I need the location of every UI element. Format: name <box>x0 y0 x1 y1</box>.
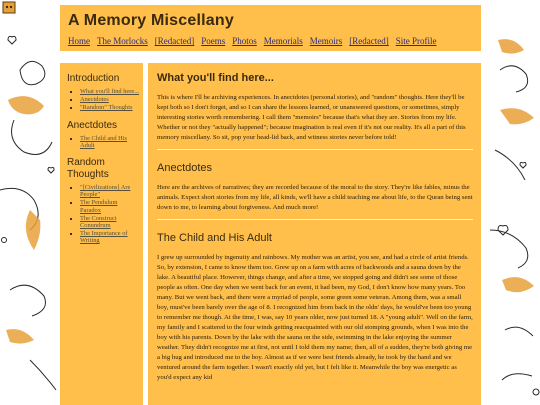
site-title: A Memory Miscellany <box>68 12 234 29</box>
sidebar-heading-anectdotes: Anectdotes <box>67 119 118 131</box>
sidebar <box>60 63 143 405</box>
list-item <box>80 135 139 149</box>
intro-section-title: What you'll find here... <box>157 72 274 84</box>
list-item <box>80 96 139 103</box>
story-section-title: The Child and His Adult <box>157 232 272 244</box>
nav-poems-link[interactable]: Poems <box>201 36 226 46</box>
main-nav <box>68 36 473 47</box>
sidebar-link-civilizations[interactable]: "[Civilizations] Are People" <box>80 184 131 199</box>
nav-redacted-link-2[interactable]: [Redacted] <box>349 36 389 46</box>
site-badge-icon <box>2 1 16 14</box>
intro-paragraph: This is where I'll be archiving experiences. In anectdotes (personal stories), and "random" thoughts. Here they'll be kept both so I don't forget, and so I can share the lessons learned, or unanswered questions, or sometimes, simply interesting stories worth remembering. I call them "memoirs" because that's what they are. Stories from my life. Whether or not they "actually happened"; because imagination is real even if it's not our reality. It's all a part of this memory miscellany. So sit, pop your head-lid back, and witness stories never before told! <box>157 94 466 141</box>
nav-morlocks-link[interactable]: The Morlocks <box>97 36 148 46</box>
sidebar-heading-introduction: Introduction <box>67 73 120 84</box>
list-item <box>80 230 139 244</box>
sidebar-link-child-and-adult[interactable]: The Child and His Adult <box>80 134 128 149</box>
anecdotes-paragraph: Here are the archives of narratives; they are recorded because of the moral to the story. They're like fables, minus the animals. Expect short stories from my life, all kinds, we'll have a child teaching me about life, to the Quran being sent down to me, to learning about forgiveness. And much more! <box>157 184 473 211</box>
nav-memoirs-link[interactable]: Memoirs <box>309 36 343 46</box>
sidebar-link-what-youll-find[interactable]: What you'll find here... <box>80 88 140 95</box>
site-container <box>60 5 481 405</box>
site-header <box>60 5 481 51</box>
nav-photos-link[interactable]: Photos <box>232 36 257 46</box>
sidebar-list-introduction <box>67 88 139 112</box>
sidebar-list-anectdotes <box>67 135 139 149</box>
section-divider <box>157 219 473 220</box>
nav-memorials-link[interactable]: Memorials <box>263 36 303 46</box>
list-item <box>80 88 139 95</box>
sidebar-heading-random-thoughts: Random Thoughts <box>67 157 109 181</box>
section-divider <box>157 149 473 150</box>
nav-redacted-link-1[interactable]: [Redacted] <box>154 36 195 46</box>
sidebar-link-construct-conundrum[interactable]: The Construct Conundrum <box>80 214 117 230</box>
sidebar-link-pendulum-paradox[interactable]: The Pendulum Paradox <box>80 199 118 214</box>
sidebar-link-random-thoughts[interactable]: "Random" Thoughts <box>80 104 133 112</box>
list-item <box>80 184 139 198</box>
list-item <box>80 199 139 213</box>
sidebar-list-random-thoughts <box>67 184 139 245</box>
nav-home-link[interactable]: Home <box>68 36 90 46</box>
nav-site-profile-link[interactable]: Site Profile <box>395 36 437 46</box>
anecdotes-section-title: Anectdotes <box>157 162 213 174</box>
sidebar-link-importance-of-writing[interactable]: The Importance of Writing <box>80 230 128 245</box>
main-content <box>148 63 481 405</box>
story-paragraph: I grew up surrounded by ingenuity and rainbows. My mother was an artist, you see, and had a circle of artist friends. So, by extension, I came to know them too. Grew up on a farm with acres of backwoods and a sauna down by the lake. A beautiful place. However, things change, and after a time, we stopped going and didn't see some of those people as often. One day when we went back for an event, it had been, my God, I don't know how many years. Too many. But we went back, and there were a myriad of people, some green some veteran. Among them, was a small boy, must've been barely over the age of 8. I recognized him from back in the oldn' days, he would've been too young to remember me though. At the time, I was, say 10 years older, now just turned 18. A "young adult". Well on the farm, my family and I scattered to the four winds getting reacquainted with our old stomping grounds, when I was into the boy with his parents. Down by the lake with the sauna on the side, swimming in the lake enjoying the summer weather. They didn't recognize me at first, not until I told them my name; then, all of a sudden, they're both giving me a big hug and introduced me to the boy. Almost as if we were best friends already, he took by the hand and we ventured around the farm together. I wasn't exactly old yet, but I felt like it. Meanwhile the boy was energetic as you'd expect any kid <box>157 254 473 381</box>
list-item <box>80 215 139 229</box>
sidebar-link-anectdotes[interactable]: Anectdotes <box>80 96 109 104</box>
list-item <box>80 104 139 111</box>
